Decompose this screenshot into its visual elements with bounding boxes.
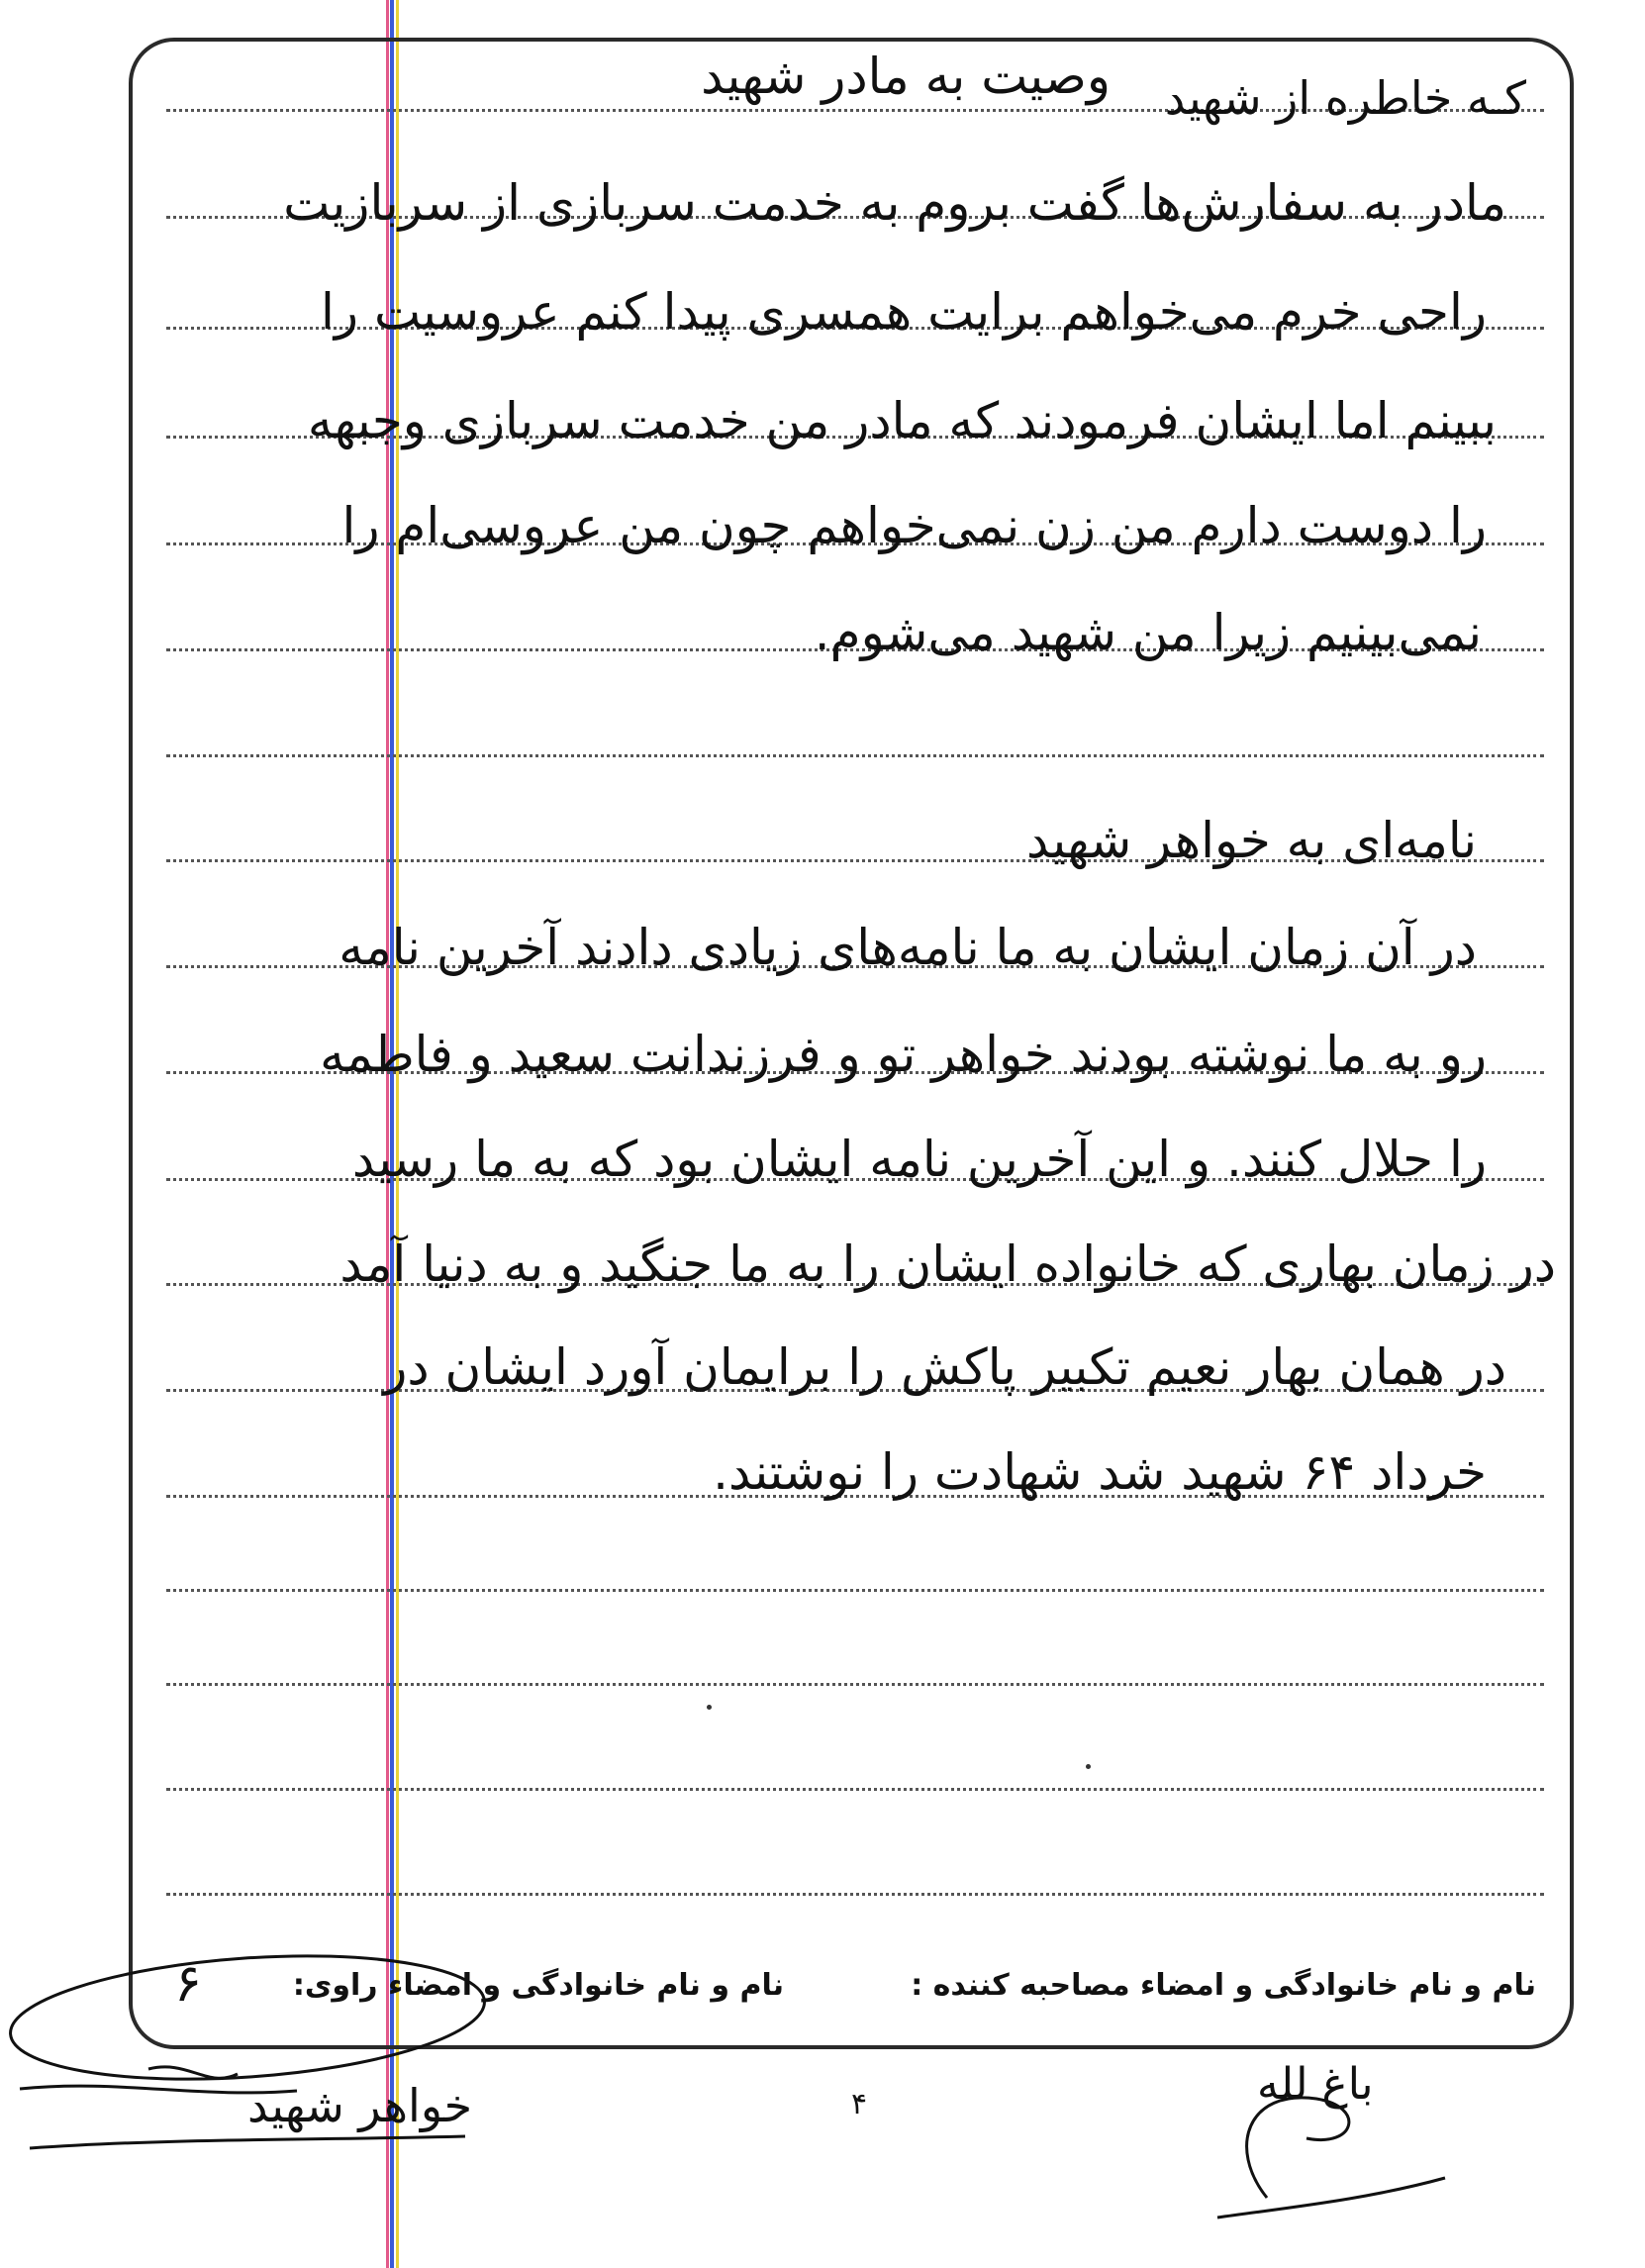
- ruled-line: [166, 1893, 1544, 1896]
- body-line: را حلال کنند. و این آخرین نامه ایشان بود که به ما رسید: [351, 1131, 1487, 1188]
- narrator-signature-stroke: [20, 2119, 475, 2158]
- body-line: در زمان بهاری که خانواده ایشان را به ما جنگید و به دنیا آمد: [339, 1235, 1556, 1293]
- ruled-line: [166, 1788, 1544, 1791]
- body-line: را دوست دارم من زن نمی‌خواهم چون من عروسی‌ام را: [341, 497, 1487, 554]
- ruled-line: [166, 1589, 1544, 1592]
- ruled-line: [166, 754, 1544, 757]
- body-line: خرداد ۶۴ شهید شد شهادت را نوشتند.: [713, 1443, 1487, 1501]
- narrator-name: خواهر شهید: [247, 2079, 473, 2132]
- ink-dot: [1086, 1764, 1091, 1769]
- narrator-label: نام و نام خانوادگی و امضاء راوی:: [292, 1968, 784, 2003]
- section-title: نامه‌ای به خواهر شهید: [1025, 812, 1477, 869]
- body-line: ببینم اما ایشان فرمودند که مادر من خدمت سربازی وجبهه: [307, 392, 1497, 449]
- body-line: در همان بهار نعیم تکبیر پاکش را برایمان آورد ایشان در: [383, 1338, 1506, 1396]
- page-number: ۴: [851, 2087, 868, 2121]
- interviewer-signature-text: باغ لله: [1257, 2059, 1374, 2110]
- header-mark: کـه خاطره از شهید: [1164, 71, 1526, 125]
- body-line: رو به ما نوشته بودند خواهر تو و فرزندانت سعید و فاطمه: [320, 1026, 1487, 1083]
- interviewer-label: نام و نام خانوادگی و امضاء مصاحبه کننده :: [911, 1968, 1536, 2003]
- body-line: نمی‌بینیم زیرا من شهید می‌شوم.: [814, 604, 1482, 661]
- header-title: وصیت به مادر شهید: [701, 48, 1111, 105]
- narrator-number: ۶: [174, 1954, 202, 2014]
- ink-dot: [707, 1705, 712, 1710]
- body-line: راحی خرم می‌خواهم برایت همسری پیدا کنم عروسیت را: [321, 283, 1487, 341]
- ruled-line: [166, 1683, 1544, 1686]
- body-line: در آن زمان ایشان به ما نامه‌های زیادی دادند آخرین نامه: [339, 919, 1477, 976]
- body-line: مادر به سفارش‌ها گفت بروم به خدمت سربازی از سرباز‌یت: [283, 174, 1506, 232]
